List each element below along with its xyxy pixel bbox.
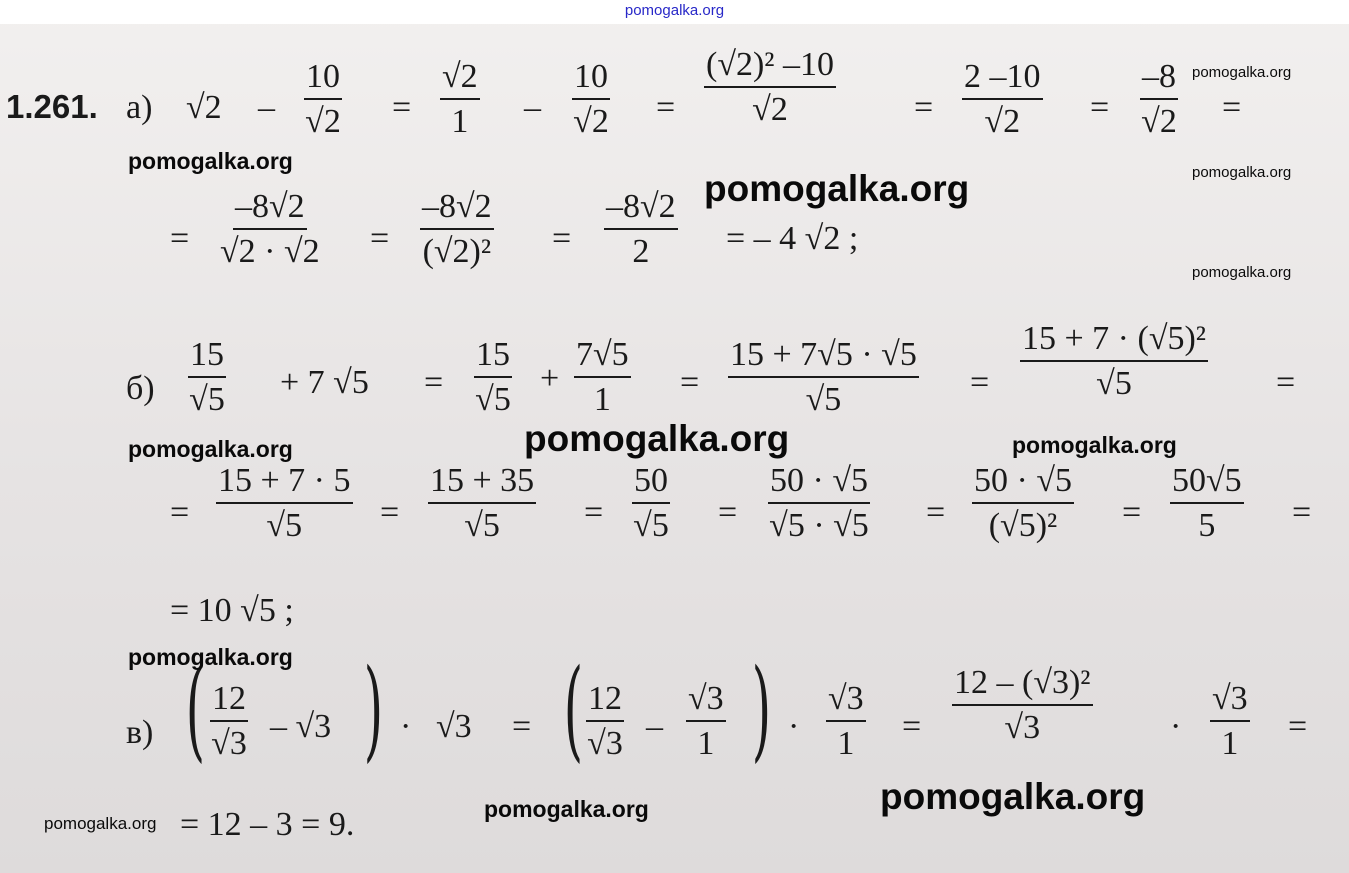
numerator: 10 (572, 60, 610, 100)
denominator: √3 (211, 725, 247, 762)
watermark: pomogalka.org (704, 168, 970, 209)
watermark: pomogalka.org (128, 148, 293, 174)
denominator: 1 (451, 103, 469, 140)
numerator: 50 · √5 (972, 464, 1074, 504)
left-paren: ( (185, 645, 206, 773)
denominator: √5 (1096, 365, 1132, 402)
denominator: √2 (1141, 103, 1177, 140)
fraction (768, 464, 870, 543)
fraction (440, 60, 480, 139)
part-b-label: б) (126, 370, 155, 407)
equals: = (1222, 89, 1242, 126)
term: √3 (436, 708, 472, 745)
equals: = (656, 89, 676, 126)
denominator: √5 (475, 381, 511, 418)
operator: – (524, 89, 541, 126)
denominator: 1 (697, 725, 715, 762)
site-link[interactable]: pomogalka.org (0, 0, 1349, 24)
numerator: 15 (188, 338, 226, 378)
denominator: √3 (587, 725, 623, 762)
right-paren: ) (363, 645, 384, 773)
numerator: –8√2 (233, 190, 307, 230)
watermark: pomogalka.org (1192, 164, 1292, 181)
denominator: √2 (984, 103, 1021, 140)
equals: = (1292, 494, 1312, 531)
fraction (972, 464, 1074, 543)
numerator: 15 (474, 338, 512, 378)
denominator: √2 · √2 (220, 233, 320, 270)
numerator: 15 + 7 · 5 (216, 464, 353, 504)
fraction (474, 338, 512, 417)
fraction (1140, 60, 1178, 139)
watermark: pomogalka.org (128, 644, 293, 670)
denominator: √5 (633, 507, 669, 544)
fraction (574, 338, 631, 417)
numerator: 50√5 (1170, 464, 1244, 504)
equals: = (914, 89, 934, 126)
fraction (962, 60, 1043, 139)
numerator: 12 (210, 682, 248, 722)
denominator: √5 · √5 (769, 507, 869, 544)
equals: = (902, 708, 922, 745)
fraction (428, 464, 536, 543)
equals: = (1288, 708, 1308, 745)
fraction (632, 464, 670, 543)
equals: = (170, 494, 190, 531)
result: = 12 – 3 = 9. (180, 806, 355, 843)
equals: = (1276, 364, 1296, 401)
operator: – (646, 708, 663, 745)
fraction (188, 338, 226, 417)
denominator: 1 (837, 725, 855, 762)
watermark: pomogalka.org (484, 796, 649, 822)
denominator: √3 (1004, 709, 1041, 746)
term: + 7 √5 (280, 364, 369, 401)
equals: = (718, 494, 738, 531)
operator: · (1170, 708, 1182, 745)
fraction (210, 682, 248, 761)
term: √2 (186, 89, 222, 126)
result: = – 4 √2 ; (726, 220, 859, 257)
fraction (220, 190, 320, 269)
fraction (952, 666, 1093, 745)
numerator: –8√2 (604, 190, 678, 230)
denominator: 1 (593, 381, 611, 418)
denominator: 1 (1221, 725, 1239, 762)
numerator: √2 (440, 60, 480, 100)
numerator: 15 + 7 · (√5)² (1020, 322, 1208, 362)
numerator: 12 – (√3)² (952, 666, 1093, 706)
denominator: √5 (266, 507, 303, 544)
operator: · (400, 708, 412, 745)
fraction (572, 60, 610, 139)
equals: = (512, 708, 532, 745)
numerator: √3 (1210, 682, 1250, 722)
watermark: pomogalka.org (880, 776, 1146, 817)
equals: = (926, 494, 946, 531)
numerator: 50 (632, 464, 670, 504)
watermark: pomogalka.org (524, 418, 790, 459)
equals: = (584, 494, 604, 531)
denominator: 2 (632, 233, 650, 270)
watermark: pomogalka.org (1192, 64, 1292, 81)
equals: = (1090, 89, 1110, 126)
equals: = (170, 220, 190, 257)
numerator: (√2)² –10 (704, 48, 836, 88)
equals: = (392, 89, 412, 126)
fraction (1170, 464, 1244, 543)
fraction (420, 190, 494, 269)
denominator: (√5)² (988, 507, 1058, 544)
denominator: √2 (752, 91, 788, 128)
denominator: 5 (1198, 507, 1216, 544)
denominator: (√2)² (422, 233, 492, 270)
numerator: 7√5 (574, 338, 631, 378)
equals: = (380, 494, 400, 531)
operator: – (258, 89, 275, 126)
fraction (586, 682, 624, 761)
equals: = (970, 364, 990, 401)
fraction (728, 338, 919, 417)
equals: = (424, 364, 444, 401)
result: = 10 √5 ; (170, 592, 294, 629)
fraction (826, 682, 866, 761)
numerator: 15 + 35 (428, 464, 536, 504)
numerator: 50 · √5 (768, 464, 870, 504)
equals: = (1122, 494, 1142, 531)
numerator: 15 + 7√5 · √5 (728, 338, 919, 378)
right-paren: ) (751, 645, 772, 773)
denominator: √2 (305, 103, 341, 140)
fraction (304, 60, 342, 139)
left-paren: ( (563, 645, 584, 773)
watermark: pomogalka.org (1012, 432, 1177, 458)
equals: = (370, 220, 390, 257)
numerator: 10 (304, 60, 342, 100)
watermark: pomogalka.org (44, 814, 157, 833)
fraction (686, 682, 726, 761)
fraction (1020, 322, 1208, 401)
term: – √3 (270, 708, 332, 745)
denominator: √5 (805, 381, 842, 418)
equals: = (552, 220, 572, 257)
fraction (704, 48, 836, 127)
numerator: √3 (826, 682, 866, 722)
part-c-label: в) (126, 714, 154, 751)
operator: + (540, 360, 560, 397)
denominator: √5 (189, 381, 225, 418)
fraction (1210, 682, 1250, 761)
equals: = (680, 364, 700, 401)
fraction (216, 464, 353, 543)
part-a-label: а) (126, 89, 153, 126)
problem-number: 1.261. (6, 88, 98, 125)
denominator: √5 (464, 507, 500, 544)
numerator: 12 (586, 682, 624, 722)
numerator: –8√2 (420, 190, 494, 230)
watermark: pomogalka.org (128, 436, 293, 462)
watermark: pomogalka.org (1192, 264, 1292, 281)
denominator: √2 (573, 103, 609, 140)
operator: · (788, 708, 800, 745)
fraction (604, 190, 678, 269)
numerator: 2 –10 (962, 60, 1043, 100)
numerator: √3 (686, 682, 726, 722)
numerator: –8 (1140, 60, 1178, 100)
